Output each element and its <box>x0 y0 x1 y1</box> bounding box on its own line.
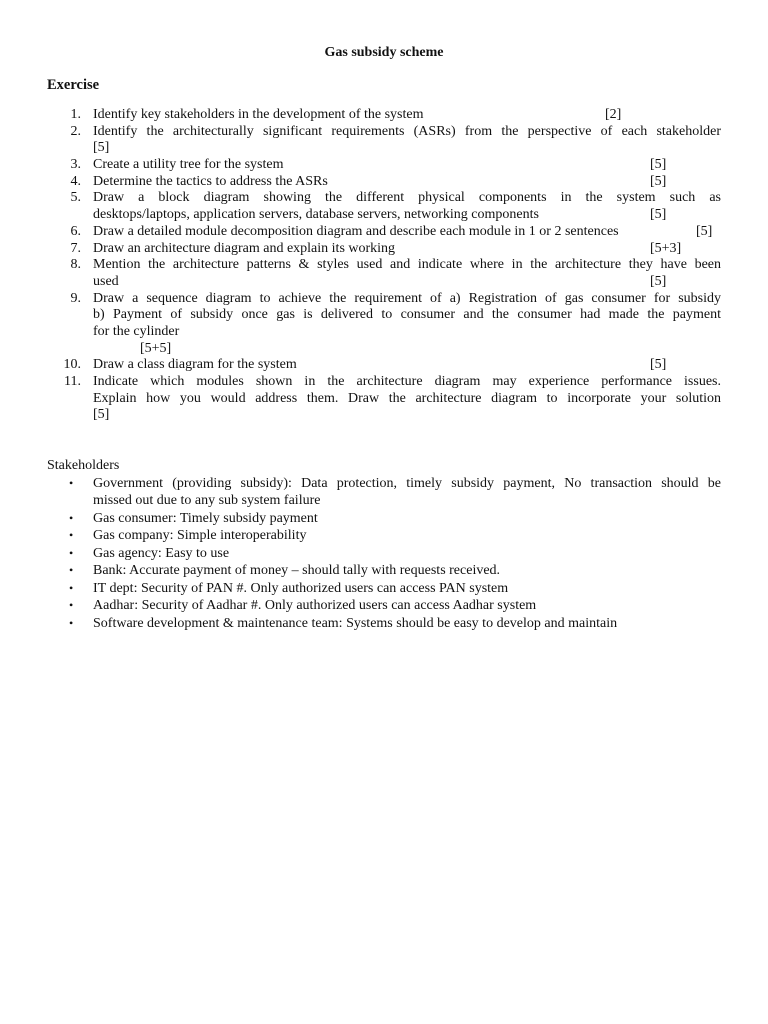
item-marks: [5] <box>650 157 667 173</box>
stakeholder-text: Aadhar: Security of Aadhar #. Only authorized users can access Aadhar system <box>93 598 537 614</box>
item-number: 5. <box>70 190 81 206</box>
exercise-item <box>47 157 721 174</box>
item-text: Explain how you would address them. Draw the architecture diagram to incorporate your solution <box>93 390 721 406</box>
item-marks: [5+5] <box>140 340 172 356</box>
item-line <box>93 274 721 291</box>
item-marks: [5] <box>650 357 667 373</box>
stakeholder-text: missed out due to any sub system failure <box>93 493 321 509</box>
stakeholder-text: IT dept: Security of PAN #. Only authorized users can access PAN system <box>93 580 509 596</box>
stakeholder-item <box>47 562 721 580</box>
stakeholder-item <box>47 475 721 510</box>
item-line <box>93 157 721 174</box>
item-line <box>93 224 721 241</box>
item-text: Draw an architecture diagram and explain its working <box>93 240 396 256</box>
exercise-item <box>47 357 721 374</box>
bullet-icon <box>69 475 73 493</box>
bullet-icon <box>69 597 73 615</box>
stakeholders-list <box>47 475 721 633</box>
item-number: 3. <box>70 157 81 173</box>
stakeholders-heading: Stakeholders <box>47 458 120 474</box>
document-page <box>47 40 721 632</box>
bullet-icon <box>69 545 73 563</box>
stakeholder-item <box>47 597 721 615</box>
item-marks: [2] <box>605 107 622 122</box>
exercise-item <box>47 124 721 157</box>
stakeholder-item <box>47 580 721 598</box>
exercise-item <box>47 224 721 241</box>
item-number: 8. <box>70 257 81 273</box>
item-text: Determine the tactics to address the ASRs <box>93 173 328 189</box>
item-marks: [5] <box>696 223 713 239</box>
item-number: 2. <box>70 123 81 139</box>
item-number: 1. <box>70 107 81 122</box>
item-text: [5] <box>93 140 110 156</box>
item-text: Draw a sequence diagram to achieve the requirement of a) Registration of gas consumer for subsidy <box>93 290 721 306</box>
exercise-item <box>47 291 721 358</box>
exercise-item <box>47 257 721 290</box>
item-text: Identify key stakeholders in the development of the system <box>93 107 424 122</box>
stakeholder-text: Gas consumer: Timely subsidy payment <box>93 510 318 526</box>
item-text: used <box>93 273 119 289</box>
item-number: 9. <box>70 290 81 306</box>
exercise-item <box>47 174 721 191</box>
exercise-item <box>47 107 721 124</box>
stakeholder-item <box>47 510 721 528</box>
item-text: Identify the architecturally significant requirements (ASRs) from the perspective of each stakeholder <box>93 123 721 139</box>
item-marks: [5+3] <box>650 240 682 256</box>
document-title: Gas subsidy scheme <box>324 45 444 60</box>
item-number: 11. <box>64 374 81 389</box>
item-number: 4. <box>70 173 81 189</box>
stakeholder-text: Gas company: Simple interoperability <box>93 528 307 544</box>
item-text: b) Payment of subsidy once gas is delivered to consumer and the consumer had made the payment <box>93 307 721 323</box>
item-text: Draw a detailed module decomposition diagram and describe each module in 1 or 2 sentences <box>93 223 619 239</box>
item-line <box>93 107 721 124</box>
stakeholder-text: Software development & maintenance team: Systems should be easy to develop and maintain <box>93 615 618 631</box>
stakeholder-text: Government (providing subsidy): Data protection, timely subsidy payment, No transaction should be <box>93 475 721 491</box>
bullet-icon <box>69 562 73 580</box>
exercise-list <box>47 107 721 424</box>
item-text: desktops/laptops, application servers, database servers, networking components <box>93 207 539 223</box>
item-line <box>93 207 721 224</box>
item-text: Draw a class diagram for the system <box>93 357 297 373</box>
exercise-item <box>47 241 721 258</box>
item-text: Draw a block diagram showing the different physical components in the system such as <box>93 190 721 206</box>
item-text: for the cylinder <box>93 323 180 339</box>
item-text: [5] <box>93 407 110 423</box>
item-text: Mention the architecture patterns & styles used and indicate where in the architecture they have been <box>93 257 721 273</box>
exercise-heading: Exercise <box>47 77 100 93</box>
item-line <box>93 174 721 191</box>
bullet-icon <box>69 615 73 633</box>
item-line <box>93 241 721 258</box>
item-marks: [5] <box>650 173 667 189</box>
item-marks: [5] <box>650 273 667 289</box>
exercise-item <box>47 190 721 223</box>
bullet-icon <box>69 510 73 528</box>
stakeholder-item <box>47 615 721 633</box>
item-marks: [5] <box>650 207 667 223</box>
bullet-icon <box>69 527 73 545</box>
item-number: 6. <box>70 223 81 239</box>
stakeholder-item <box>47 545 721 563</box>
item-line <box>93 357 721 374</box>
stakeholder-text: Bank: Accurate payment of money – should tally with requests received. <box>93 563 501 579</box>
item-number: 7. <box>70 240 81 256</box>
bullet-icon <box>69 580 73 598</box>
stakeholder-item <box>47 527 721 545</box>
exercise-item <box>47 374 721 424</box>
stakeholder-text: Gas agency: Easy to use <box>93 545 230 561</box>
item-text: Indicate which modules shown in the architecture diagram may experience performance issues. <box>93 374 721 389</box>
item-number: 10. <box>63 357 81 373</box>
item-text: Create a utility tree for the system <box>93 157 284 173</box>
